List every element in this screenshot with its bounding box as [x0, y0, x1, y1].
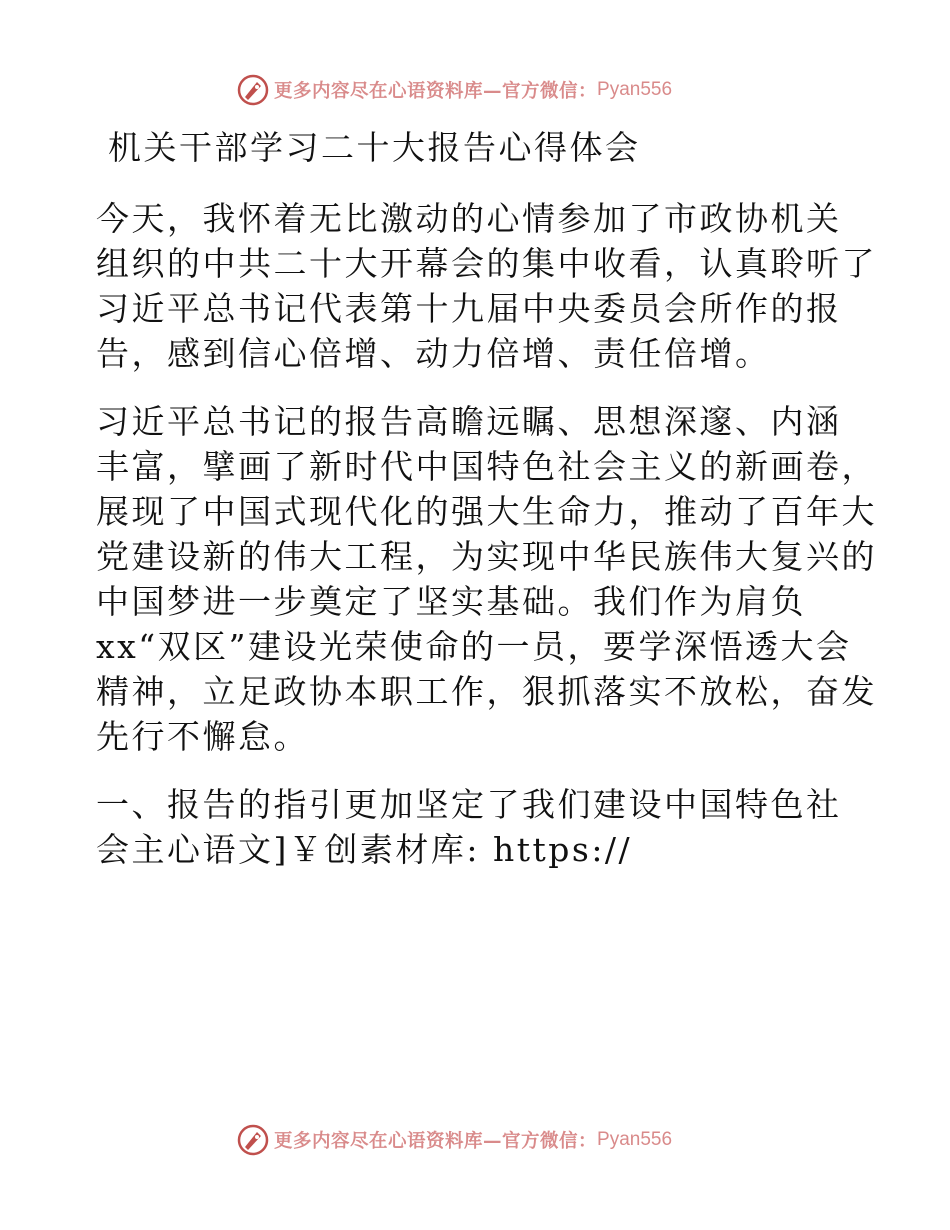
text-line: 中国梦进一步奠定了坚实基础。我们作为肩负	[96, 582, 806, 621]
text-line: 会主心语文]￥创素材库: https://	[96, 830, 633, 869]
pen-nib-logo-icon	[236, 1123, 270, 1157]
text-line: 一、报告的指引更加坚定了我们建设中国特色社	[96, 785, 842, 824]
paragraph-3	[96, 782, 856, 872]
banner-text: 更多内容尽在心语资料库—官方微信：	[274, 1131, 598, 1152]
header-banner	[236, 72, 672, 108]
text-line: 丰富，擘画了新时代中国特色社会主义的新画卷，	[96, 447, 877, 486]
text-line: xx“双区”建设光荣使命的一员，要学深悟透大会	[96, 627, 852, 666]
text-line: 党建设新的伟大工程，为实现中华民族伟大复兴的	[96, 537, 877, 576]
text-line: 习近平总书记的报告高瞻远瞩、思想深邃、内涵	[96, 402, 842, 441]
text-line: 展现了中国式现代化的强大生命力，推动了百年大	[96, 492, 877, 531]
text-line: 今天，我怀着无比激动的心情参加了市政协机关	[96, 199, 842, 238]
banner-wechat-id: Pyan556	[597, 79, 673, 100]
document-body	[96, 196, 877, 895]
footer-banner	[236, 1122, 672, 1158]
text-line: 习近平总书记代表第十九届中央委员会所作的报	[96, 289, 842, 328]
text-line: 先行不懈怠。	[96, 717, 309, 756]
pen-nib-logo-icon	[236, 73, 270, 107]
paragraph-2	[96, 399, 877, 759]
document-title: 机关干部学习二十大报告心得体会	[108, 128, 641, 167]
text-line: 组织的中共二十大开幕会的集中收看，认真聆听了	[96, 244, 877, 283]
banner-text: 更多内容尽在心语资料库—官方微信：	[274, 81, 598, 102]
paragraph-1	[96, 196, 877, 376]
banner-wechat-id: Pyan556	[597, 1129, 673, 1150]
text-line: 精神，立足政协本职工作，狠抓落实不放松，奋发	[96, 672, 877, 711]
text-line: 告，感到信心倍增、动力倍增、责任倍增。	[96, 334, 771, 373]
